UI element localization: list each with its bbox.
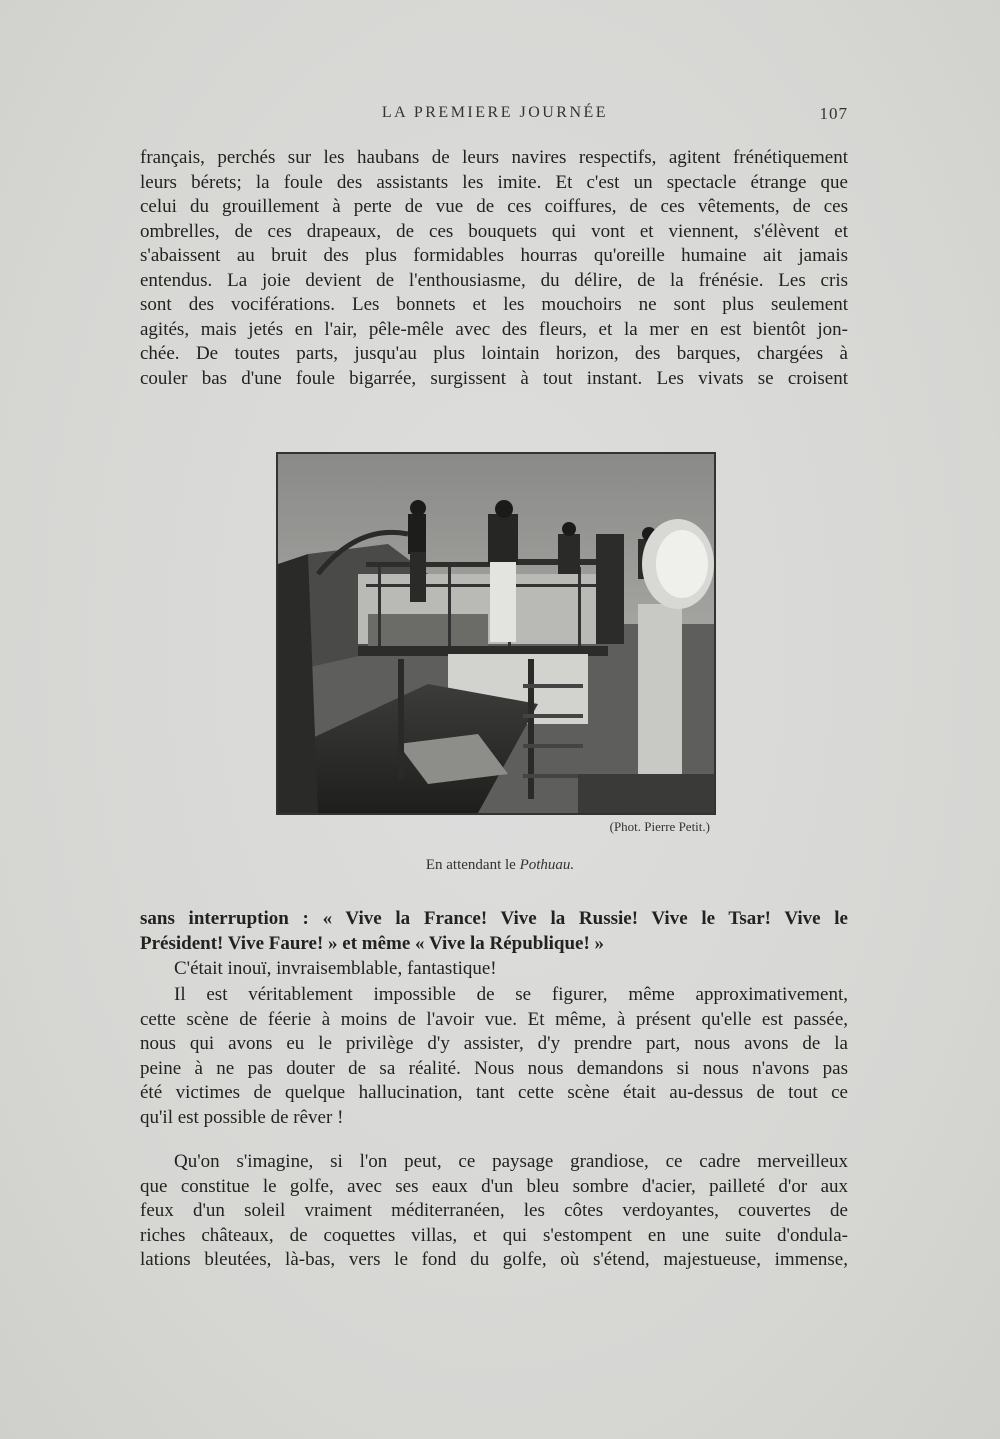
- page-number: 107: [819, 104, 848, 123]
- text-line: français, perchés sur les haubans de leurs navires respectifs, agitent frénétiquement: [140, 147, 848, 168]
- text-line: sans interruption : « Vive la France! Vive la Russie! Vive le Tsar! Vive le: [140, 908, 848, 929]
- text-line: Il est véritablement impossible de se figurer, même approximativement,: [174, 984, 848, 1005]
- text-line: riches châteaux, de coquettes villas, et qui s'estompent en une suite d'ondula-: [140, 1224, 848, 1246]
- paragraph-3: [140, 957, 848, 982]
- text-line: sont des vociférations. Les bonnets et les mouchoirs ne sont plus seulement: [140, 294, 848, 315]
- ship-deck-photo: [278, 454, 714, 813]
- paragraph-2: [140, 907, 848, 956]
- text-line: ombrelles, de ces drapeaux, de ces bouquets qui vont et viennent, s'élèvent et: [140, 220, 848, 242]
- text-line: s'abaissent au bruit des plus formidables hourras qu'oreille humaine ait jamais: [140, 245, 848, 266]
- text-line: chée. De toutes parts, jusqu'au plus lointain horizon, des barques, chargées à: [140, 343, 848, 364]
- text-line: cette scène de féerie à moins de l'avoir vue. Et même, à présent qu'elle est passée,: [140, 1008, 848, 1030]
- running-title: LA PREMIERE JOURNÉE: [381, 104, 609, 121]
- caption-text: En attendant le: [425, 857, 516, 873]
- text-line: nous qui avons eu le privilège d'y assister, d'y prendre part, nous avons de la: [140, 1033, 848, 1054]
- caption-ship-name: Pothuau.: [519, 857, 575, 873]
- text-line: qu'il est possible de rêver !: [140, 1106, 344, 1128]
- text-line: lations bleutées, là-bas, vers le fond du golfe, où s'étend, majestueuse, immense,: [140, 1249, 848, 1270]
- paragraph-4: [140, 983, 848, 1130]
- text-line: agités, mais jetés en l'air, pêle-mêle avec des fleurs, et la mer en est bientôt jon-: [140, 318, 848, 340]
- text-line: C'était inouï, invraisemblable, fantastique!: [174, 958, 497, 979]
- paragraph-1: [140, 146, 848, 391]
- running-header: [140, 104, 850, 130]
- figure-caption: [300, 857, 700, 874]
- text-line: que constitue le golfe, avec ses eaux d'un bleu sombre d'acier, pailleté d'or aux: [140, 1175, 848, 1197]
- text-line: été victimes de quelque hallucination, tant cette scène était au-dessus de tout ce: [140, 1082, 848, 1103]
- text-line: celui du grouillement à perte de vue de ces coiffures, de ces vêtements, de ces: [140, 196, 848, 217]
- text-line: feux d'un soleil vraiment méditerranéen, les côtes verdoyantes, couvertes de: [140, 1200, 848, 1221]
- text-line: peine à ne pas douter de sa réalité. Nous nous demandons si nous n'avons pas: [140, 1057, 848, 1079]
- photo-credit: (Phot. Pierre Petit.): [609, 819, 710, 834]
- text-line: entendus. La joie devient de l'enthousiasme, du délire, de la frénésie. Les cris: [140, 269, 848, 291]
- text-line: Président! Vive Faure! » et même « Vive la République! »: [140, 932, 605, 954]
- text-line: couler bas d'une foule bigarrée, surgissent à tout instant. Les vivats se croisent: [140, 367, 848, 389]
- text-line: leurs bérets; la foule des assistants les imite. Et c'est un spectacle étrange que: [140, 171, 848, 193]
- photograph: [276, 452, 716, 815]
- text-line: Qu'on s'imagine, si l'on peut, ce paysage grandiose, ce cadre merveilleux: [174, 1151, 848, 1172]
- paragraph-5: [140, 1150, 848, 1273]
